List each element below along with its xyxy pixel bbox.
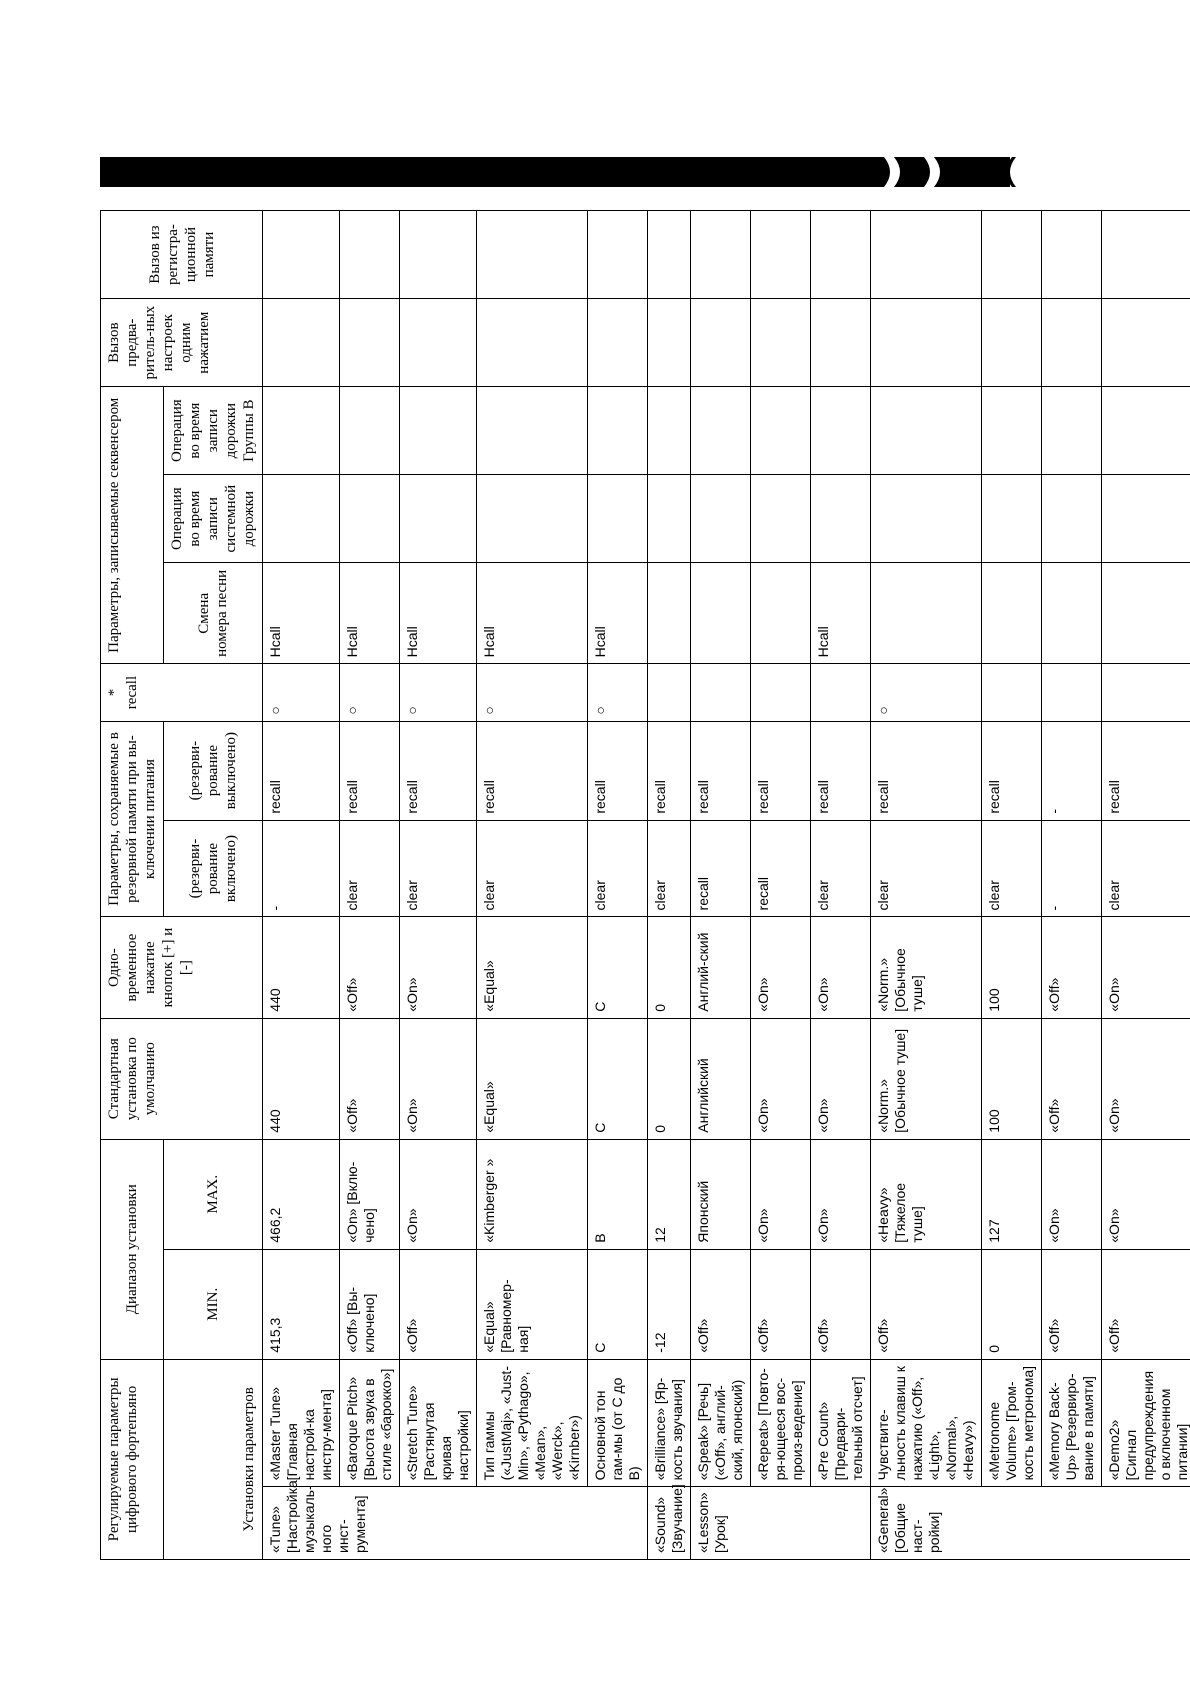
backup-off-cell: recall — [982, 721, 1042, 820]
default-cell: Английский — [691, 1018, 751, 1139]
recall-cell: ○ — [263, 664, 340, 721]
reg-memory-cell — [1102, 211, 1190, 299]
simultaneous-cell: «On» — [751, 917, 811, 1018]
header-regulated: Регулируемые параметры цифрового фортепьяно — [101, 1359, 164, 1559]
backup-off-cell: recall — [588, 721, 648, 820]
song-change-cell — [982, 563, 1042, 664]
group-b-cell — [340, 387, 400, 475]
recall-cell — [648, 664, 691, 721]
default-cell: 0 — [648, 1018, 691, 1139]
preset-cell — [648, 299, 691, 387]
max-cell: «Kimberger » — [477, 1139, 588, 1249]
group-b-cell — [477, 387, 588, 475]
simultaneous-cell: «Equal» — [477, 917, 588, 1018]
sys-track-cell — [751, 475, 811, 563]
simultaneous-cell: «Norm.» [Обычное туше] — [871, 917, 982, 1018]
table-row — [1102, 211, 1190, 1560]
backup-on-cell: recall — [751, 820, 811, 917]
reg-memory-cell — [982, 211, 1042, 299]
backup-off-cell: recall — [340, 721, 400, 820]
max-cell: 466,2 — [263, 1139, 340, 1249]
param-cell: «Master Tune» [Главная настрой-ка инстру-мента] — [263, 1359, 340, 1487]
preset-cell — [982, 299, 1042, 387]
backup-on-cell: clear — [477, 820, 588, 917]
header-band-shape — [100, 157, 1090, 187]
recall-cell — [691, 664, 751, 721]
sys-track-cell — [1102, 475, 1190, 563]
default-cell: «On» — [400, 1018, 477, 1139]
table-row — [871, 211, 982, 1560]
reg-memory-cell — [1042, 211, 1102, 299]
recall-cell — [982, 664, 1042, 721]
header-sys-track: Операция во время записи системной дорожки — [164, 475, 263, 563]
param-cell: Тип гаммы («JustMaj», «Just-Min», «Pythago», «Mean», «Werck», «Kirnber») — [477, 1359, 588, 1487]
simultaneous-cell: 100 — [982, 917, 1042, 1018]
reg-memory-cell — [477, 211, 588, 299]
backup-on-cell: clear — [982, 820, 1042, 917]
song-change-cell: Hcall — [588, 563, 648, 664]
backup-on-cell: - — [263, 820, 340, 917]
preset-cell — [263, 299, 340, 387]
band-main — [100, 157, 890, 187]
header-default: Стандартная установка по умолчанию — [101, 1018, 263, 1139]
group-b-cell — [871, 387, 982, 475]
param-cell: «Demo2» [Сигнал предупреждения о включенном питании] — [1102, 1359, 1190, 1487]
group-b-cell — [648, 387, 691, 475]
reg-memory-cell — [400, 211, 477, 299]
reg-memory-cell — [811, 211, 871, 299]
param-cell: Чувствите-льность клавиш к нажатию («Off», «Light», «Normal», «Heavy») — [871, 1359, 982, 1487]
group-cell-tune: «Tune» [Настройка музыкаль-ного инст-румента] — [263, 1487, 648, 1560]
backup-on-cell: clear — [811, 820, 871, 917]
song-change-cell: Hcall — [340, 563, 400, 664]
min-cell: «Off» — [1102, 1249, 1190, 1359]
min-cell: -12 — [648, 1249, 691, 1359]
recall-cell — [751, 664, 811, 721]
preset-cell — [1042, 299, 1102, 387]
table-row — [691, 211, 751, 1560]
sys-track-cell — [588, 475, 648, 563]
backup-on-cell: - — [1042, 820, 1102, 917]
song-change-cell — [1042, 563, 1102, 664]
song-change-cell: Hcall — [400, 563, 477, 664]
param-cell: «Brilliance» [Яр-кость звучания] — [648, 1359, 691, 1487]
max-cell: 127 — [982, 1139, 1042, 1249]
default-cell: «Off» — [1042, 1018, 1102, 1139]
sys-track-cell — [400, 475, 477, 563]
group-b-cell — [263, 387, 340, 475]
preset-cell — [1102, 299, 1190, 387]
param-cell: «Stretch Tune» [Растянутая кривая настройки] — [400, 1359, 477, 1487]
header-min: MIN. — [164, 1249, 263, 1359]
max-cell: B — [588, 1139, 648, 1249]
song-change-cell: Hcall — [811, 563, 871, 664]
table-row — [982, 211, 1042, 1560]
group-b-cell — [588, 387, 648, 475]
recall-cell — [1042, 664, 1102, 721]
backup-off-cell: - — [1042, 721, 1102, 820]
preset-cell — [811, 299, 871, 387]
header-band — [100, 157, 1090, 187]
max-cell: «On» — [811, 1139, 871, 1249]
default-cell: 440 — [263, 1018, 340, 1139]
simultaneous-cell: «On» — [811, 917, 871, 1018]
max-cell: «On» — [1042, 1139, 1102, 1249]
song-change-cell — [871, 563, 982, 664]
header-simultaneous: Одно-временное нажатие кнопок [+] и [-] — [101, 917, 263, 1018]
min-cell: «Off» — [400, 1249, 477, 1359]
recall-cell — [1102, 664, 1190, 721]
max-cell: «On» — [751, 1139, 811, 1249]
recall-cell: ○ — [871, 664, 982, 721]
backup-on-cell: clear — [340, 820, 400, 917]
song-change-cell: Hcall — [263, 563, 340, 664]
song-change-cell — [751, 563, 811, 664]
backup-off-cell: recall — [400, 721, 477, 820]
reg-memory-cell — [751, 211, 811, 299]
min-cell: «Equal» [Равномер-ная] — [477, 1249, 588, 1359]
sys-track-cell — [648, 475, 691, 563]
backup-on-cell: recall — [691, 820, 751, 917]
song-change-cell: Hcall — [477, 563, 588, 664]
preset-cell — [400, 299, 477, 387]
backup-off-cell: recall — [648, 721, 691, 820]
param-cell: «Speak» [Речь] («Off», англий-ский, японский) — [691, 1359, 751, 1487]
table-row — [811, 211, 871, 1560]
min-cell: «Off» [Вы-ключено] — [340, 1249, 400, 1359]
param-cell: «Memory Back-Up» [Резервиро-вание в памяти] — [1042, 1359, 1102, 1487]
header-backup-on: (резерви-рование включено) — [164, 820, 263, 917]
backup-off-cell: recall — [811, 721, 871, 820]
reg-memory-cell — [588, 211, 648, 299]
backup-on-cell: clear — [871, 820, 982, 917]
sys-track-cell — [691, 475, 751, 563]
table-row — [588, 211, 648, 1560]
min-cell: C — [588, 1249, 648, 1359]
group-cell-lesson: «Lesson» [Урок] — [691, 1487, 871, 1560]
recall-cell: ○ — [477, 664, 588, 721]
simultaneous-cell: «Off» — [340, 917, 400, 1018]
max-cell: «On» — [400, 1139, 477, 1249]
backup-off-cell: recall — [751, 721, 811, 820]
group-cell-sound: «Sound» [Звучание] — [648, 1487, 691, 1560]
reg-memory-cell — [648, 211, 691, 299]
backup-on-cell: clear — [588, 820, 648, 917]
preset-cell — [691, 299, 751, 387]
header-reg-memory: Вызов из регистра-ционной памяти — [101, 211, 263, 299]
header-backup-off: (резерви-рование выключено) — [164, 721, 263, 820]
default-cell: «On» — [811, 1018, 871, 1139]
default-cell: «Off» — [340, 1018, 400, 1139]
header-range: Диапазон установки — [101, 1139, 164, 1359]
simultaneous-cell: «Off» — [1042, 917, 1102, 1018]
rotated-table-wrapper — [100, 210, 1190, 1560]
max-cell: «Heavy» [Тяжелое туше] — [871, 1139, 982, 1249]
group-b-cell — [691, 387, 751, 475]
table-row — [648, 211, 691, 1560]
default-cell: «Equal» — [477, 1018, 588, 1139]
sys-track-cell — [982, 475, 1042, 563]
group-b-cell — [811, 387, 871, 475]
sys-track-cell — [477, 475, 588, 563]
group-b-cell — [1042, 387, 1102, 475]
reg-memory-cell — [871, 211, 982, 299]
simultaneous-cell: 0 — [648, 917, 691, 1018]
reg-memory-cell — [340, 211, 400, 299]
default-cell: «On» — [1102, 1018, 1190, 1139]
backup-off-cell: recall — [691, 721, 751, 820]
header-recall: * recall — [101, 664, 263, 721]
preset-cell — [751, 299, 811, 387]
recall-cell — [811, 664, 871, 721]
simultaneous-cell: 440 — [263, 917, 340, 1018]
min-cell: «Off» — [751, 1249, 811, 1359]
param-cell: «Metronome Volume» [Гром-кость метронома] — [982, 1359, 1042, 1487]
param-cell: «Pre Count» [Предвари-тельный отсчет] — [811, 1359, 871, 1487]
song-change-cell — [1102, 563, 1190, 664]
recall-cell: ○ — [400, 664, 477, 721]
band-chevron-1 — [894, 157, 930, 187]
table-row — [400, 211, 477, 1560]
group-b-cell — [400, 387, 477, 475]
group-cell-general: «General» [Общие наст-ройки] — [871, 1487, 1190, 1560]
default-cell: «Norm.» [Обычное туше] — [871, 1018, 982, 1139]
max-cell: 12 — [648, 1139, 691, 1249]
backup-off-cell: recall — [1102, 721, 1190, 820]
simultaneous-cell: «On» — [400, 917, 477, 1018]
parameter-table — [100, 210, 1190, 1560]
param-cell: «Baroque Pitch» [Высота звука в стиле «барокко»] — [340, 1359, 400, 1487]
backup-off-cell: recall — [263, 721, 340, 820]
max-cell: «On» — [1102, 1139, 1190, 1249]
header-preset: Вызов предва-ритель-ных настроек одним нажатием — [101, 299, 263, 387]
sys-track-cell — [871, 475, 982, 563]
table-row — [477, 211, 588, 1560]
preset-cell — [340, 299, 400, 387]
group-b-cell — [1102, 387, 1190, 475]
song-change-cell — [691, 563, 751, 664]
min-cell: «Off» — [811, 1249, 871, 1359]
reg-memory-cell — [263, 211, 340, 299]
header-max: MAX. — [164, 1139, 263, 1249]
min-cell: 0 — [982, 1249, 1042, 1359]
recall-cell: ○ — [588, 664, 648, 721]
group-b-cell — [751, 387, 811, 475]
header-group-b: Операция во время записи дорожки Группы В — [164, 387, 263, 475]
recall-cell: ○ — [340, 664, 400, 721]
sys-track-cell — [263, 475, 340, 563]
backup-off-cell: recall — [871, 721, 982, 820]
header-param-settings: Установки параметров — [164, 1359, 263, 1559]
param-cell: «Repeat» [Повто-ря-ющееся вос-произ-ведение] — [751, 1359, 811, 1487]
preset-cell — [871, 299, 982, 387]
table-row — [340, 211, 400, 1560]
default-cell: C — [588, 1018, 648, 1139]
table-row — [1042, 211, 1102, 1560]
min-cell: 415,3 — [263, 1249, 340, 1359]
simultaneous-cell: «On» — [1102, 917, 1190, 1018]
backup-on-cell: clear — [1102, 820, 1190, 917]
header-sequencer: Параметры, записываемые секвенсером — [101, 387, 164, 664]
header-backup-memory: Параметры, сохраняемые в резервной памяти при вы-ключении питания — [101, 721, 164, 917]
table-row — [751, 211, 811, 1560]
table-row — [263, 211, 340, 1560]
preset-cell — [477, 299, 588, 387]
sys-track-cell — [340, 475, 400, 563]
backup-on-cell: clear — [400, 820, 477, 917]
max-cell: Японский — [691, 1139, 751, 1249]
min-cell: «Off» — [1042, 1249, 1102, 1359]
group-b-cell — [982, 387, 1042, 475]
min-cell: «Off» — [691, 1249, 751, 1359]
preset-cell — [588, 299, 648, 387]
default-cell: 100 — [982, 1018, 1042, 1139]
default-cell: «On» — [751, 1018, 811, 1139]
simultaneous-cell: C — [588, 917, 648, 1018]
sys-track-cell — [811, 475, 871, 563]
min-cell: «Off» — [871, 1249, 982, 1359]
parameter-table-container — [100, 210, 1190, 1560]
max-cell: «On» [Вклю-чено] — [340, 1139, 400, 1249]
reg-memory-cell — [691, 211, 751, 299]
simultaneous-cell: Англий-ский — [691, 917, 751, 1018]
song-change-cell — [648, 563, 691, 664]
backup-on-cell: clear — [648, 820, 691, 917]
header-song-change: Смена номера песни — [164, 563, 263, 664]
param-cell: Основной тон гам-мы (от С до В) — [588, 1359, 648, 1487]
sys-track-cell — [1042, 475, 1102, 563]
backup-off-cell: recall — [477, 721, 588, 820]
band-chevron-2 — [934, 157, 1010, 187]
